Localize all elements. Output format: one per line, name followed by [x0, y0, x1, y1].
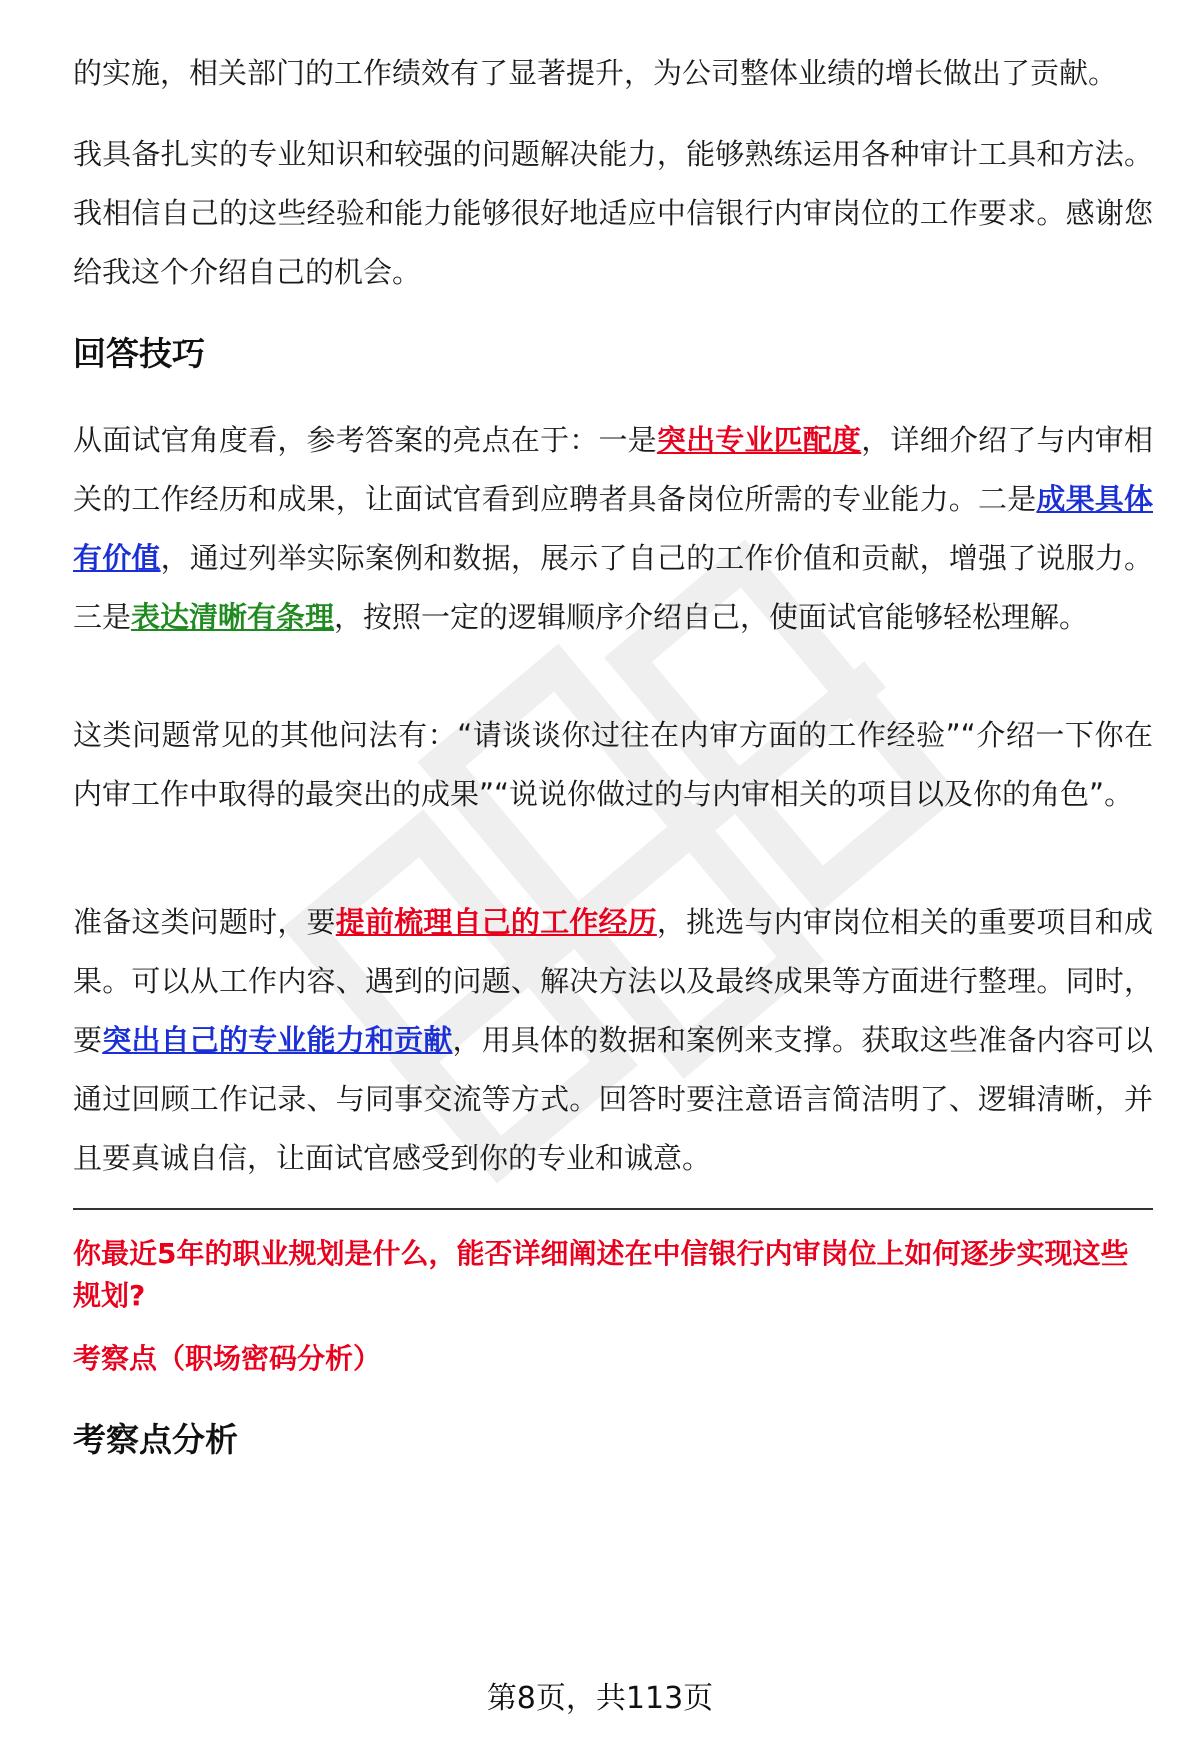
section-divider — [73, 1208, 1153, 1210]
paragraph-highlights — [73, 411, 1153, 647]
text-segment: ，挑选与内审岗位相关的重要项目和成果。可以从工作内容、遇到的问题、解决方法以及最终成果等方面进行整理。同时，要 — [73, 905, 1153, 1057]
question-subtitle: 考察点（职场密码分析） — [73, 1342, 382, 1375]
section-heading-analysis: 考察点分析 — [73, 1420, 238, 1459]
section-heading-tips: 回答技巧 — [73, 334, 205, 373]
highlight-professional-match: 突出专业匹配度 — [656, 423, 862, 457]
page-number-footer: 第8页，共113页 — [486, 1681, 714, 1716]
text-segment: 准备这类问题时，要 — [73, 905, 336, 939]
highlight-professional-contribution: 突出自己的专业能力和贡献 — [102, 1023, 453, 1057]
paragraph-abilities: 我具备扎实的专业知识和较强的问题解决能力，能够熟练运用各种审计工具和方法。我相信自己的这些经验和能力能够很好地适应中信银行内审岗位的工作要求。感谢您给我这个介绍自己的机会。 — [73, 137, 1153, 289]
paragraph-intro-end: 的实施，相关部门的工作绩效有了显著提升，为公司整体业绩的增长做出了贡献。 — [73, 56, 1118, 90]
highlight-review-experience: 提前梳理自己的工作经历 — [335, 905, 657, 939]
text-segment: ，用具体的数据和案例来支撑。获取这些准备内容可以通过回顾工作记录、与同事交流等方式。回答时要注意语言简洁明了、逻辑清晰，并且要真诚自信，让面试官感受到你的专业和诚意。 — [73, 1023, 1153, 1175]
highlight-clear-expression: 表达清晰有条理 — [131, 600, 335, 634]
text-segment: ，详细介绍了与内审相关的工作经历和成果，让面试官看到应聘者具备岗位所需的专业能力。二是 — [73, 423, 1153, 516]
paragraph-other-questions: 这类问题常见的其他问法有：“请谈谈你过往在内审方面的工作经验”“介绍一下你在内审工作中取得的最突出的成果”“说说你做过的与内审相关的项目以及你的角色”。 — [73, 718, 1153, 811]
highlight-valuable-results: 成果具体有价值 — [73, 482, 1153, 575]
text-segment: ，通过列举实际案例和数据，展示了自己的工作价值和贡献，增强了说服力。三是 — [73, 541, 1153, 634]
text-segment: 从面试官角度看，参考答案的亮点在于：一是 — [73, 423, 657, 457]
interview-question: 你最近5年的职业规划是什么，能否详细阐述在中信银行内审岗位上如何逐步实现这些规划? — [73, 1237, 1129, 1312]
text-segment: ，按照一定的逻辑顺序介绍自己，使面试官能够轻松理解。 — [334, 600, 1089, 634]
paragraph-preparation — [73, 893, 1153, 1188]
